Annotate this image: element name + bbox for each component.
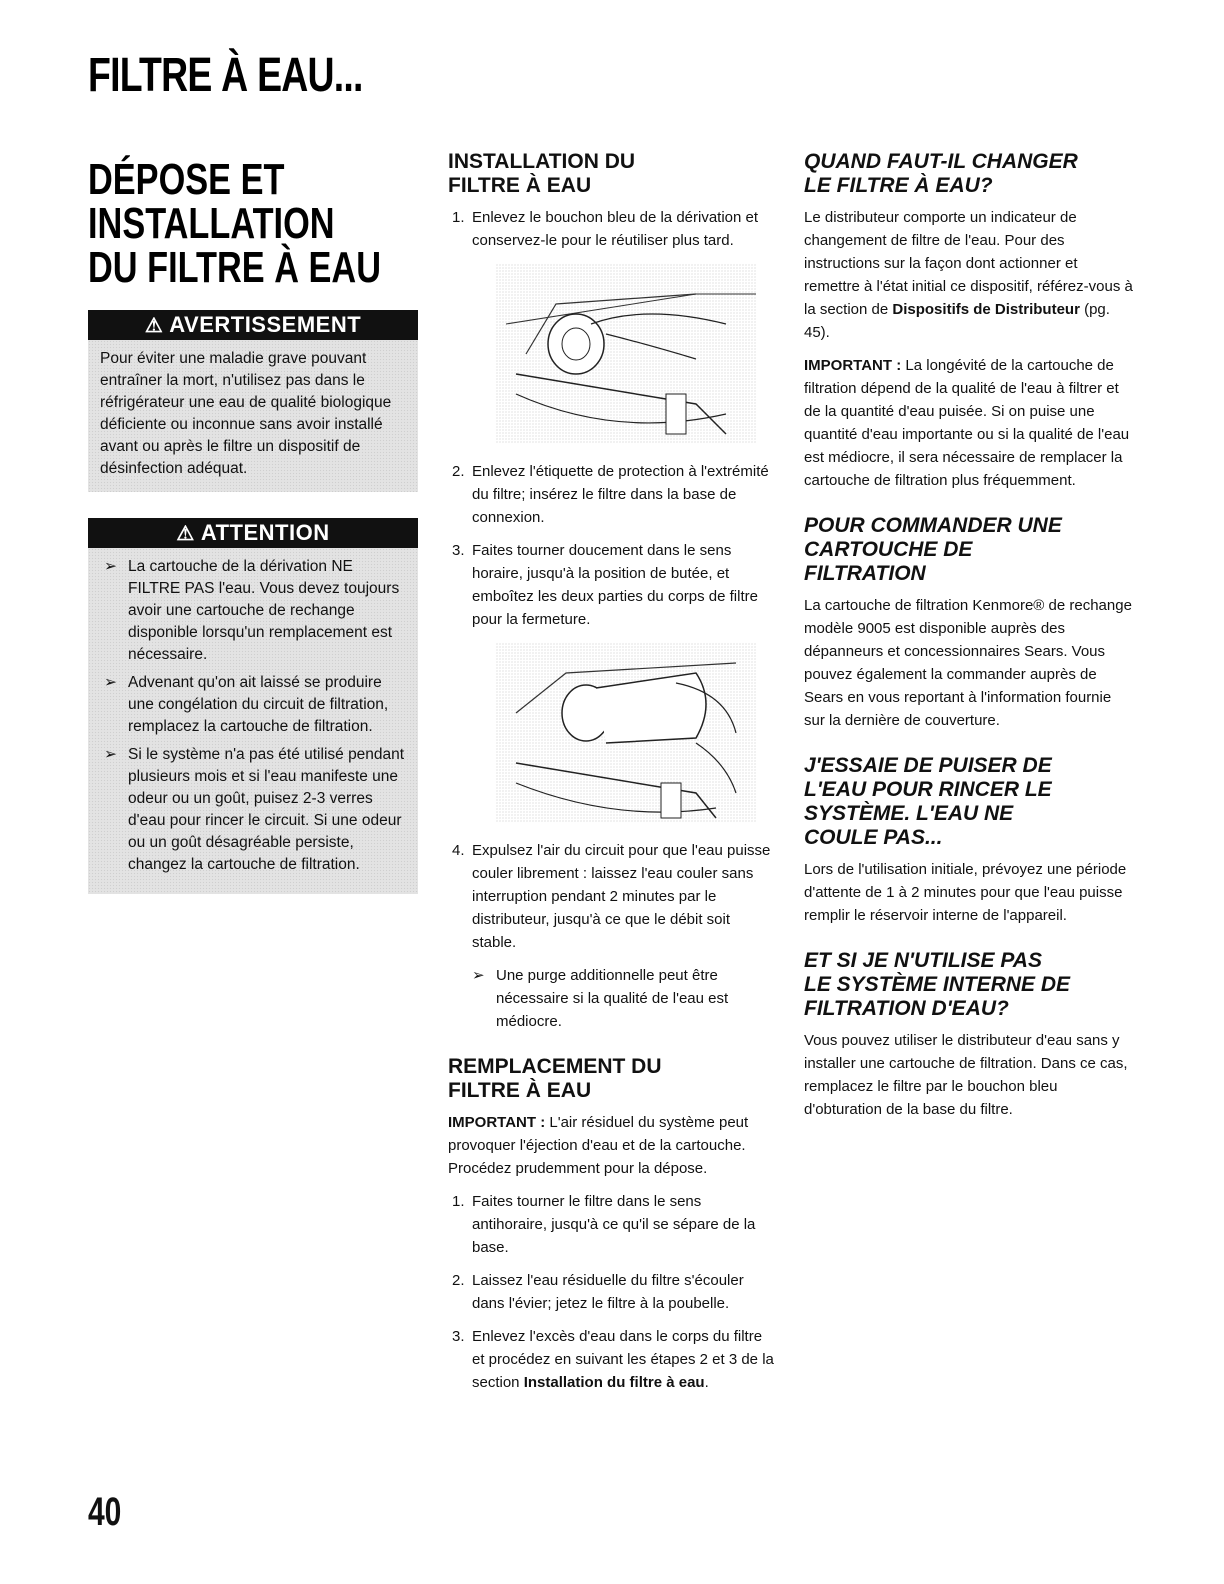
filter-removal-illustration	[496, 264, 756, 444]
warning-banner: ⚠ AVERTISSEMENT	[88, 310, 418, 340]
list-item: ➢ Advenant qu'on ait laissé se produire une congélation du circuit de filtration, remplacez la cartouche de filtration.	[104, 674, 389, 735]
when-paragraph: Le distributeur comporte un indicateur de changement de filtre de l'eau. Pour des instructions sur la façon dont actionner et remettre à l'état initial ce dispositif, référez-vous à la section de Dispositifs de Distributeur (pg. 45).	[804, 209, 1133, 341]
replace-heading: REMPLACEMENT DU FILTRE À EAU	[448, 1055, 662, 1102]
order-heading: POUR COMMANDER UNE CARTOUCHE DE FILTRATION	[804, 514, 1062, 585]
arrow-bullet-icon: ➢	[104, 558, 117, 575]
nofilter-heading: ET SI JE N'UTILISE PAS LE SYSTÈME INTERNE DE FILTRATION D'EAU?	[804, 949, 1071, 1020]
replace-section	[448, 1055, 778, 1394]
flush-section	[804, 754, 1134, 927]
main-section-heading: DÉPOSE ET INSTALLATION DU FILTRE À EAU	[88, 155, 381, 292]
list-item: 3. Faites tourner doucement dans le sens horaire, jusqu'à la position de butée, et emboîtez les deux parties du corps de filtre pour la fermeture.	[452, 542, 758, 628]
install-heading: INSTALLATION DU FILTRE À EAU	[448, 150, 636, 197]
list-item: ➢ La cartouche de la dérivation NE FILTRE PAS l'eau. Vous devez toujours avoir une cartouche de rechange disponible lorsqu'un remplacement est nécessaire.	[104, 558, 400, 663]
warning-triangle-icon: ⚠	[144, 315, 164, 337]
order-section	[804, 514, 1134, 732]
flush-heading: J'ESSAIE DE PUISER DE L'EAU POUR RINCER LE SYSTÈME. L'EAU NE COULE PAS...	[804, 754, 1052, 849]
nofilter-section	[804, 949, 1134, 1121]
page-title: FILTRE À EAU...	[88, 49, 363, 102]
column-left	[88, 150, 418, 920]
arrow-bullet-icon: ➢	[104, 674, 117, 691]
arrow-bullet-icon: ➢	[472, 967, 485, 984]
warning-box	[88, 340, 418, 492]
replace-important: IMPORTANT : L'air résiduel du système peut provoquer l'éjection d'eau et de la cartouche. Procédez prudemment pour la dépose.	[448, 1114, 749, 1177]
when-section	[804, 150, 1134, 492]
list-item: ➢ Si le système n'a pas été utilisé pendant plusieurs mois et si l'eau manifeste une odeur ou un goût, puisez 2-3 verres d'eau pour rincer le circuit. Si une odeur ou un goût désagréable persiste, changez la cartouche de filtration.	[104, 746, 405, 873]
flush-paragraph: Lors de l'utilisation initiale, prévoyez une période d'attente de 1 à 2 minutes pour que l'eau puisse remplir le réservoir interne de l'appareil.	[804, 861, 1127, 924]
column-right	[804, 150, 1134, 1143]
list-item: 2. Enlevez l'étiquette de protection à l'extrémité du filtre; insérez le filtre dans la base de connexion.	[452, 463, 769, 526]
list-item: 2. Laissez l'eau résiduelle du filtre s'écouler dans l'évier; jetez le filtre à la poubelle.	[452, 1272, 744, 1312]
warning-text: Pour éviter une maladie grave pouvant entraîner la mort, n'utilisez pas dans le réfrigérateur une eau de qualité biologique déficiente ou inconnue sans avoir installé avant ou après le filtre un dispositif de désinfection adéquat.	[100, 350, 392, 477]
warning-triangle-icon: ⚠	[176, 523, 195, 545]
column-middle	[448, 150, 778, 1416]
list-item: 4. Expulsez l'air du circuit pour que l'eau puisse couler librement : laissez l'eau couler sans interruption pendant 2 minutes par le distributeur, jusqu'à ce que le débit soit stable. ➢ Une purge additionnelle peut être nécessaire si la qualité de l'eau est médiocre.	[448, 839, 778, 1033]
arrow-bullet-icon: ➢	[104, 746, 117, 763]
install-section	[448, 150, 778, 1033]
when-important: IMPORTANT : La longévité de la cartouche de filtration dépend de la qualité de l'eau à filtrer et de la quantité d'eau puisée. Si on puise une quantité d'eau importante ou si la qualité de l'eau est médiocre, il sera nécessaire de remplacer la cartouche de filtration plus fréquemment.	[804, 357, 1130, 489]
list-item: 1. Enlevez le bouchon bleu de la dérivation et conservez-le pour le réutiliser plus tard.	[452, 209, 759, 249]
nofilter-paragraph: Vous pouvez utiliser le distributeur d'eau sans y installer une cartouche de filtration. Dans ce cas, remplacez le filtre par le bouchon bleu d'obturation de la base du filtre.	[804, 1032, 1128, 1118]
attention-box	[88, 548, 418, 894]
filter-install-illustration	[496, 643, 756, 823]
list-item: 1. Faites tourner le filtre dans le sens antihoraire, jusqu'à ce qu'il se sépare de la base.	[452, 1193, 756, 1256]
sub-note: ➢ Une purge additionnelle peut être nécessaire si la qualité de l'eau est médiocre.	[472, 964, 778, 1033]
when-heading: QUAND FAUT-IL CHANGER LE FILTRE À EAU?	[804, 150, 1078, 197]
attention-banner: ⚠ ATTENTION	[88, 518, 418, 548]
list-item: 3. Enlevez l'excès d'eau dans le corps du filtre et procédez en suivant les étapes 2 et 3 de la section Installation du filtre à eau.	[452, 1328, 774, 1391]
order-paragraph: La cartouche de filtration Kenmore® de rechange modèle 9005 est disponible auprès des dépanneurs et concessionnaires Sears. Vous pouvez également la commander auprès de Sears en vous reportant à l'information fournie sur la dernière de couverture.	[804, 597, 1132, 729]
page-number: 40	[88, 1490, 122, 1534]
